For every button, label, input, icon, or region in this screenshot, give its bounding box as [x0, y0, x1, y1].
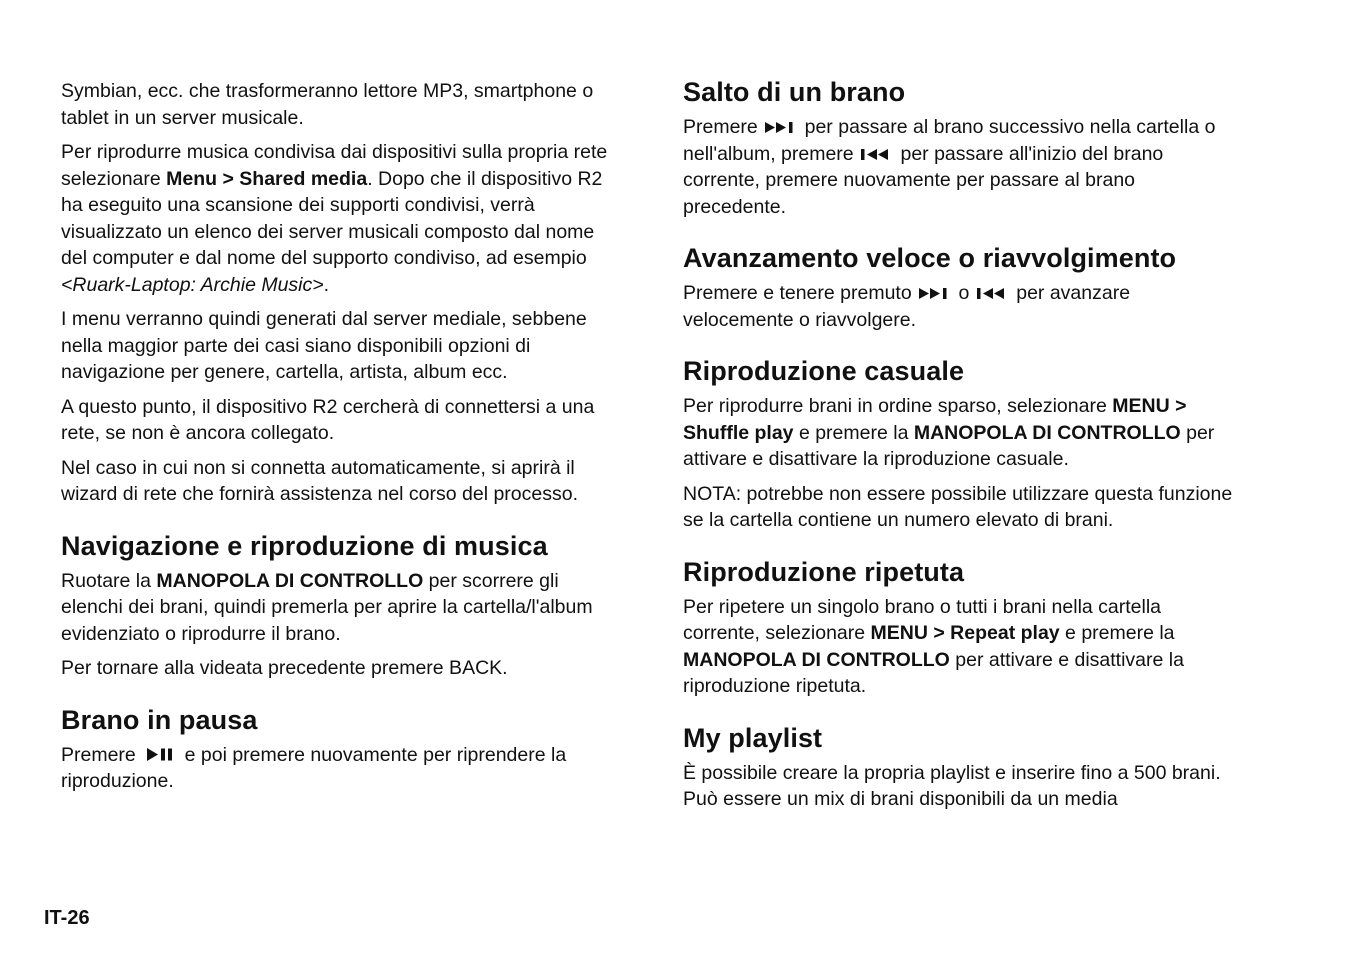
heading-shuffle: Riproduzione casuale: [683, 356, 965, 386]
paragraph-shuffle-note: NOTA: potrebbe non essere possibile utilizzare questa funzione se la cartella contiene un numero elevato di brani.: [683, 482, 1233, 531]
left-column: [61, 78, 617, 803]
skip-previous-icon: [861, 148, 893, 161]
paragraph-symbian: Symbian, ecc. che trasformeranno lettore MP3, smartphone o tablet in un server musicale.: [61, 80, 594, 129]
skip-next-icon: [919, 287, 951, 300]
paragraph-skip: [683, 114, 1243, 220]
text: per passare all'inizio del brano corrente, premere nuovamente per passare al brano precedente.: [683, 142, 1164, 218]
paragraph-shuffle: [683, 393, 1243, 473]
paragraph-wizard: Nel caso in cui non si connetta automaticamente, si aprirà il wizard di rete che fornirà assistenza nel corso del processo.: [61, 456, 578, 505]
text: Premere e tenere premuto: [683, 282, 918, 304]
menu-path-shared-media: Menu > Shared media: [166, 167, 368, 190]
menu-path-shuffle: MENU > Shuffle play: [683, 395, 1187, 444]
paragraph-menus: I menu verranno quindi generati dal server mediale, sebbene nella maggior parte dei casi siano disponibili opzioni di navigazione per genere, cartella, artista, album ecc.: [61, 308, 587, 383]
example-server-name: <Ruark-Laptop: Archie Music>: [61, 273, 324, 296]
heading-navigation: Navigazione e riproduzione di musica: [61, 530, 548, 561]
text: Premere: [683, 116, 764, 138]
control-knob-label: MANOPOLA DI CONTROLLO: [156, 569, 424, 592]
paragraph-back: Per tornare alla videata precedente premere BACK.: [61, 657, 508, 679]
text: per scorrere gli elenchi dei brani, quindi premerla per aprire la cartella/l'album evidenziato o riprodurre il brano.: [61, 569, 593, 645]
play-pause-icon: [143, 747, 177, 762]
page-number: IT-26: [44, 907, 90, 929]
heading-repeat: Riproduzione ripetuta: [683, 556, 965, 587]
text: Ruotare la: [61, 569, 157, 592]
paragraph-navigation: [61, 568, 617, 648]
skip-previous-icon: [977, 287, 1009, 300]
paragraph-fast-forward: [683, 280, 1243, 333]
heading-pause: Brano in pausa: [61, 704, 258, 735]
text: Premere: [61, 743, 142, 766]
right-column: [683, 76, 1243, 821]
paragraph-repeat: [683, 594, 1243, 700]
text: Per riprodurre brani in ordine sparso, selezionare: [683, 395, 1113, 417]
paragraph-shared-media: [61, 139, 617, 298]
heading-playlist: My playlist: [683, 722, 823, 753]
control-knob-label: MANOPOLA DI CONTROLLO: [913, 421, 1181, 444]
text: per passare al brano successivo nella cartella o nell'album, premere: [683, 116, 1216, 165]
paragraph-network-search: A questo punto, il dispositivo R2 cercherà di connettersi a una rete, se non è ancora collegato.: [61, 395, 595, 444]
text: e premere la: [793, 421, 914, 444]
text: Per riprodurre musica condivisa dai dispositivi sulla propria rete selezionare: [61, 141, 608, 190]
paragraph-playlist: È possibile creare la propria playlist e inserire fino a 500 brani. Può essere un mix di brani disponibili da un media: [683, 761, 1221, 810]
text: e premere la: [1059, 622, 1175, 644]
text: o: [953, 282, 975, 304]
text: .: [323, 273, 330, 296]
skip-next-icon: [765, 121, 797, 134]
menu-path-repeat: MENU > Repeat play: [870, 622, 1060, 644]
text: e poi premere nuovamente per riprendere la riproduzione.: [61, 743, 567, 792]
heading-fast-forward: Avanzamento veloce o riavvolgimento: [683, 243, 1177, 273]
control-knob-label: MANOPOLA DI CONTROLLO: [683, 648, 950, 671]
paragraph-pause: [61, 742, 617, 795]
text: per attivare e disattivare la riproduzione casuale.: [683, 421, 1215, 470]
text: Per ripetere un singolo brano o tutti i brani nella cartella corrente, selezionare: [683, 595, 1162, 644]
text: per attivare e disattivare la riproduzione ripetuta.: [683, 648, 1184, 697]
text: per avanzare velocemente o riavvolgere.: [683, 282, 1131, 331]
heading-skip: Salto di un brano: [683, 77, 906, 107]
text: . Dopo che il dispositivo R2 ha eseguito una scansione dei supporti condivisi, verrà visualizzato un elenco dei server musicali composto dal nome del computer e dal nome del supporto condiviso, ad esempio: [61, 167, 603, 269]
